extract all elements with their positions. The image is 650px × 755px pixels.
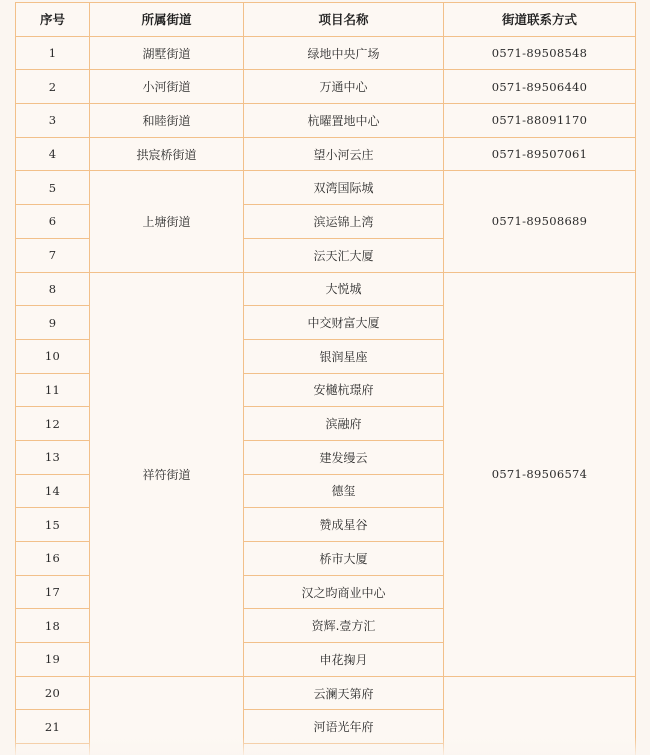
phone-cell: 0571-89506440 [444,70,636,104]
header-no: 序号 [16,3,90,37]
project-cell: 资辉.壹方汇 [244,609,444,643]
header-row [16,3,636,37]
row-number: 8 [16,272,90,306]
row-number: 12 [16,407,90,441]
project-cell: 沄天汇大厦 [244,238,444,272]
row-number: 6 [16,205,90,239]
phone-cell: 0571-89508689 [444,171,636,272]
row-number: 3 [16,104,90,138]
project-contact-table [15,2,636,755]
project-cell: 建发缦云 [244,440,444,474]
table-row [16,676,636,710]
project-cell: 双湾国际城 [244,171,444,205]
project-cell: 滨融府 [244,407,444,441]
row-number-empty [16,744,90,755]
row-number: 7 [16,238,90,272]
table-row [16,36,636,70]
row-number: 5 [16,171,90,205]
row-number: 1 [16,36,90,70]
street-cell: 祥符街道 [90,272,244,676]
row-number: 2 [16,70,90,104]
phone-cell [444,676,636,755]
row-number: 14 [16,474,90,508]
row-number: 17 [16,575,90,609]
row-number: 21 [16,710,90,744]
project-cell: 滨运锦上湾 [244,205,444,239]
header-project: 项目名称 [244,3,444,37]
project-cell: 安樾杭璟府 [244,373,444,407]
street-cell: 湖墅街道 [90,36,244,70]
table-row [16,171,636,205]
row-number: 19 [16,643,90,677]
project-cell: 万通中心 [244,70,444,104]
row-number: 18 [16,609,90,643]
project-cell: 德玺 [244,474,444,508]
row-number: 16 [16,542,90,576]
street-cell: 和睦街道 [90,104,244,138]
row-number: 13 [16,440,90,474]
project-cell: 绿地中央广场 [244,36,444,70]
table-row [16,70,636,104]
project-cell: 中交财富大厦 [244,306,444,340]
street-cell: 上塘街道 [90,171,244,272]
table-row [16,137,636,171]
phone-cell: 0571-89507061 [444,137,636,171]
project-cell: 赞成星谷 [244,508,444,542]
table-row [16,104,636,138]
table-row [16,272,636,306]
project-cell: 桥市大厦 [244,542,444,576]
street-cell: 小河街道 [90,70,244,104]
project-cell: 河语光年府 [244,710,444,744]
row-number: 10 [16,339,90,373]
project-cell: 杭曜置地中心 [244,104,444,138]
project-cell-empty [244,744,444,755]
project-cell: 云澜天第府 [244,676,444,710]
project-cell: 申花掬月 [244,643,444,677]
row-number: 20 [16,676,90,710]
street-cell [90,676,244,755]
row-number: 4 [16,137,90,171]
street-cell: 拱宸桥街道 [90,137,244,171]
header-street: 所属街道 [90,3,244,37]
phone-cell: 0571-89506574 [444,272,636,676]
project-cell: 大悦城 [244,272,444,306]
header-contact: 街道联系方式 [444,3,636,37]
row-number: 15 [16,508,90,542]
row-number: 11 [16,373,90,407]
row-number: 9 [16,306,90,340]
project-cell: 望小河云庄 [244,137,444,171]
phone-cell: 0571-88091170 [444,104,636,138]
phone-cell: 0571-89508548 [444,36,636,70]
project-cell: 汉之昀商业中心 [244,575,444,609]
project-cell: 银润星座 [244,339,444,373]
